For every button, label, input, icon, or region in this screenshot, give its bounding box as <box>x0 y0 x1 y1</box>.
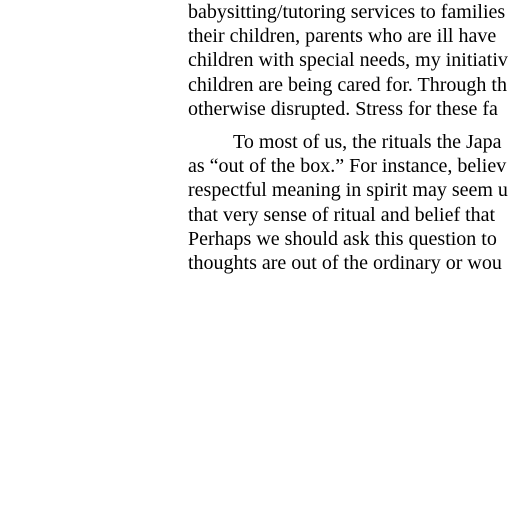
text-line: as “out of the box.” For instance, believ <box>188 155 507 178</box>
text-line: respectful meaning in spirit may seem u <box>188 179 508 202</box>
text-line: otherwise disrupted. Stress for these fa <box>188 97 498 120</box>
text-line: children with special needs, my initiativ <box>188 49 508 72</box>
paragraph-2 <box>188 130 508 275</box>
text-line: children are being cared for. Through th <box>188 73 507 96</box>
text-line: babysitting/tutoring services to families <box>188 1 506 23</box>
text-line: thoughts are out of the ordinary or wou <box>188 251 502 274</box>
text-line: that very sense of ritual and belief that <box>188 203 496 226</box>
text-line: Perhaps we should ask this question to <box>188 227 497 250</box>
paragraph-1 <box>188 0 508 121</box>
text-line: their children, parents who are ill have <box>188 25 497 48</box>
text-line-indented: To most of us, the rituals the Japa <box>233 131 502 153</box>
